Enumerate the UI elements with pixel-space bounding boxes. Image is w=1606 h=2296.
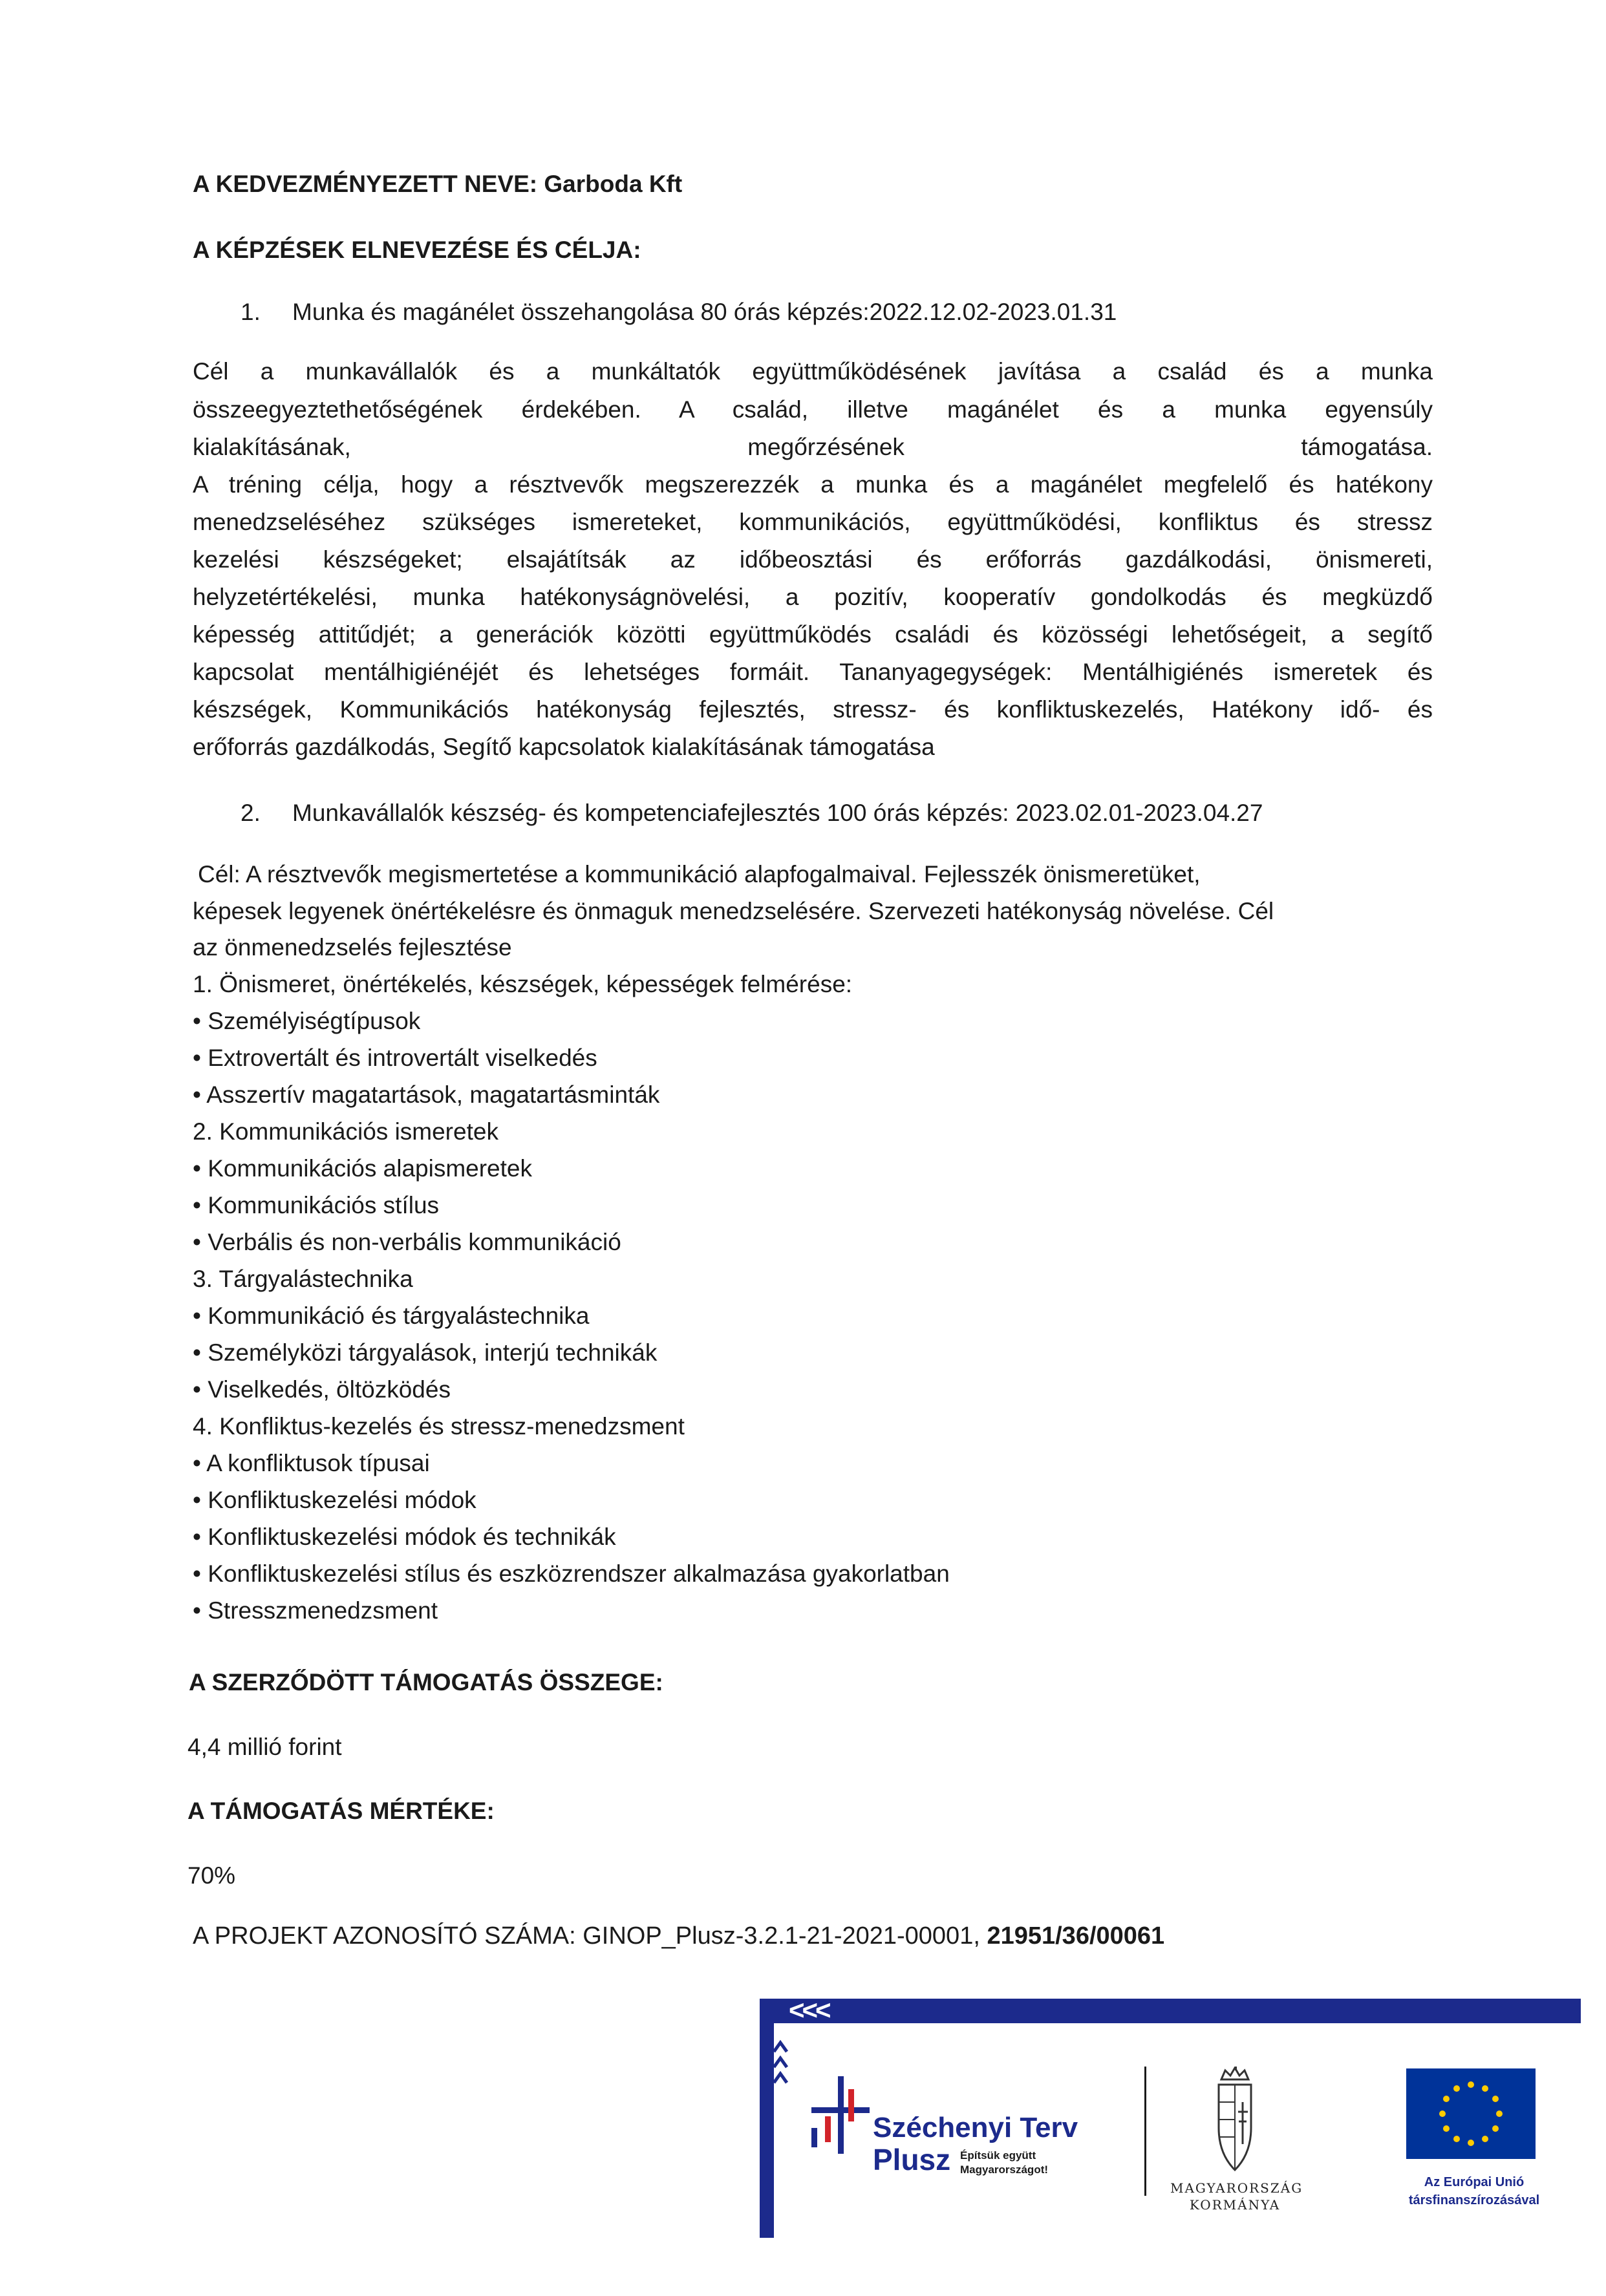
training2-title: Munkavállalók készség- és kompetenciafejlesztés 100 órás képzés: 2023.02.01-2023.04.27: [292, 800, 1263, 826]
training1-line: A tréning célja, hogy a résztvevők megszerezzék a munka és a magánélet megfelelő és hatékony: [193, 471, 1433, 498]
rate-value: 70%: [187, 1862, 236, 1889]
logo-divider: [1144, 2067, 1146, 2196]
training2-line: Cél: A résztvevők megismertetése a kommunikáció alapfogalmaival. Fejlesszék önismeretüket,: [198, 861, 1201, 888]
government-line1: MAGYARORSZÁG: [1170, 2180, 1303, 2196]
eu-line1: Az Európai Unió: [1424, 2175, 1525, 2189]
project-code: 21951/36/00061: [987, 1922, 1165, 1950]
government-name: [1170, 2180, 1303, 2213]
training2-line: • Kommunikáció és tárgyalástechnika: [193, 1302, 590, 1329]
training1-line: helyzetértékelési, munka hatékonyságnövelési, a pozitív, kooperatív gondolkodás és megküzdő: [193, 584, 1433, 610]
trainings-heading: A KÉPZÉSEK ELNEVEZÉSE ÉS CÉLJA:: [193, 237, 641, 263]
training2-line: • Személyiségtípusok: [193, 1008, 421, 1034]
training1-line: kapcsolat mentálhigiénéjét és lehetséges formáit. Tananyagegységek: Mentálhigiénés ismeretek és: [193, 659, 1433, 685]
government-line2: KORMÁNYA: [1189, 2197, 1281, 2213]
logo-bar-left-stripe: [760, 1999, 774, 2238]
training1-line: menedzseléséhez szükséges ismereteket, kommunikációs, együttműködési, konfliktus és stressz: [193, 509, 1433, 535]
training2-line: 2. Kommunikációs ismeretek: [193, 1118, 498, 1145]
project-line: [193, 1921, 1164, 1951]
szechenyi-title: Széchenyi Terv: [873, 2112, 1078, 2143]
szechenyi-plus: Plusz: [873, 2143, 951, 2176]
training1-title: Munka és magánélet összehangolása 80 órás képzés:2022.12.02-2023.01.31: [292, 299, 1117, 325]
training1-line: összeegyeztethetőségének érdekében. A család, illetve magánélet és a munka egyensúly: [193, 396, 1433, 423]
training1-line: Cél a munkavállalók és a munkáltatók együttműködésének javítása a család és a munka: [193, 358, 1433, 385]
training2-line: • Konfliktuskezelési módok és technikák: [193, 1524, 616, 1550]
training2-line: • Asszertív magatartások, magatartásminták: [193, 1081, 660, 1108]
training2-line: • A konfliktusok típusai: [193, 1450, 430, 1476]
training2-line: 4. Konfliktus-kezelés és stressz-menedzsment: [193, 1413, 685, 1440]
training2-line: • Kommunikációs alapismeretek: [193, 1155, 532, 1182]
logo-bar-top-stripe: [760, 1999, 1581, 2023]
training2-line: képesek legyenek önértékelésre és önmaguk menedzselésére. Szervezeti hatékonyság növelése. Cél: [193, 898, 1274, 924]
training1-line: képesség attitűdjét; a generációk közötti együttműködés családi és közösségi lehetőségeit, a segítő: [193, 621, 1433, 648]
training2-line: • Stresszmenedzsment: [193, 1597, 438, 1624]
training2-line: az önmenedzselés fejlesztése: [193, 934, 512, 961]
training2-line: 3. Tárgyalástechnika: [193, 1266, 413, 1292]
training2-line: • Konfliktuskezelési stílus és eszközrendszer alkalmazása gyakorlatban: [193, 1560, 950, 1587]
eu-flag-icon: [1406, 2068, 1536, 2159]
funding-logo-bar: [760, 1995, 1581, 2238]
training2-line: • Személyközi tárgyalások, interjú technikák: [193, 1339, 658, 1366]
training2-line: • Konfliktuskezelési módok: [193, 1487, 476, 1513]
training2-line: • Extrovertált és introvertált viselkedés: [193, 1045, 597, 1071]
training2-line: • Viselkedés, öltözködés: [193, 1376, 451, 1403]
training1-line: kezelési készségeket; elsajátítsák az időbeosztási és erőforrás gazdálkodási, önismereti,: [193, 546, 1433, 573]
coat-of-arms-icon: [1212, 2067, 1258, 2173]
training1-number: 1.: [241, 299, 261, 325]
training2-number: 2.: [241, 800, 261, 826]
szechenyi-slogan: Építsük együtt Magyarországot!: [960, 2149, 1049, 2176]
logo-bar-arrows: <<<: [789, 1995, 829, 2025]
beneficiary-value: Garboda Kft: [537, 171, 683, 197]
project-id: GINOP_Plusz-3.2.1-21-2021-00001,: [583, 1922, 987, 1950]
chevron-up-icon: [773, 2037, 788, 2134]
beneficiary-line: [193, 169, 682, 199]
training1-line: erőforrás gazdálkodás, Segítő kapcsolatok kialakításának támogatása: [193, 734, 935, 760]
project-label: A PROJEKT AZONOSÍTÓ SZÁMA:: [193, 1922, 583, 1950]
eu-cofinancing-text: [1380, 2173, 1568, 2209]
amount-value: 4,4 millió forint: [187, 1734, 342, 1760]
rate-label: A TÁMOGATÁS MÉRTÉKE:: [187, 1798, 495, 1824]
szechenyi-cross-icon: [808, 2076, 873, 2167]
training1-line: készségek, Kommunikációs hatékonyság fejlesztés, stressz- és konfliktuskezelés, Hatékony idő- és: [193, 696, 1433, 723]
eu-line2: társfinanszírozásával: [1408, 2193, 1540, 2207]
training2-line: • Kommunikációs stílus: [193, 1192, 440, 1218]
beneficiary-label: A KEDVEZMÉNYEZETT NEVE:: [193, 171, 538, 197]
training2-line: • Verbális és non-verbális kommunikáció: [193, 1229, 621, 1255]
amount-label: A SZERZŐDÖTT TÁMOGATÁS ÖSSZEGE:: [189, 1669, 663, 1695]
training1-line: kialakításának, megőrzésének támogatása.: [193, 434, 1433, 460]
training2-line: 1. Önismeret, önértékelés, készségek, képességek felmérése:: [193, 971, 853, 997]
